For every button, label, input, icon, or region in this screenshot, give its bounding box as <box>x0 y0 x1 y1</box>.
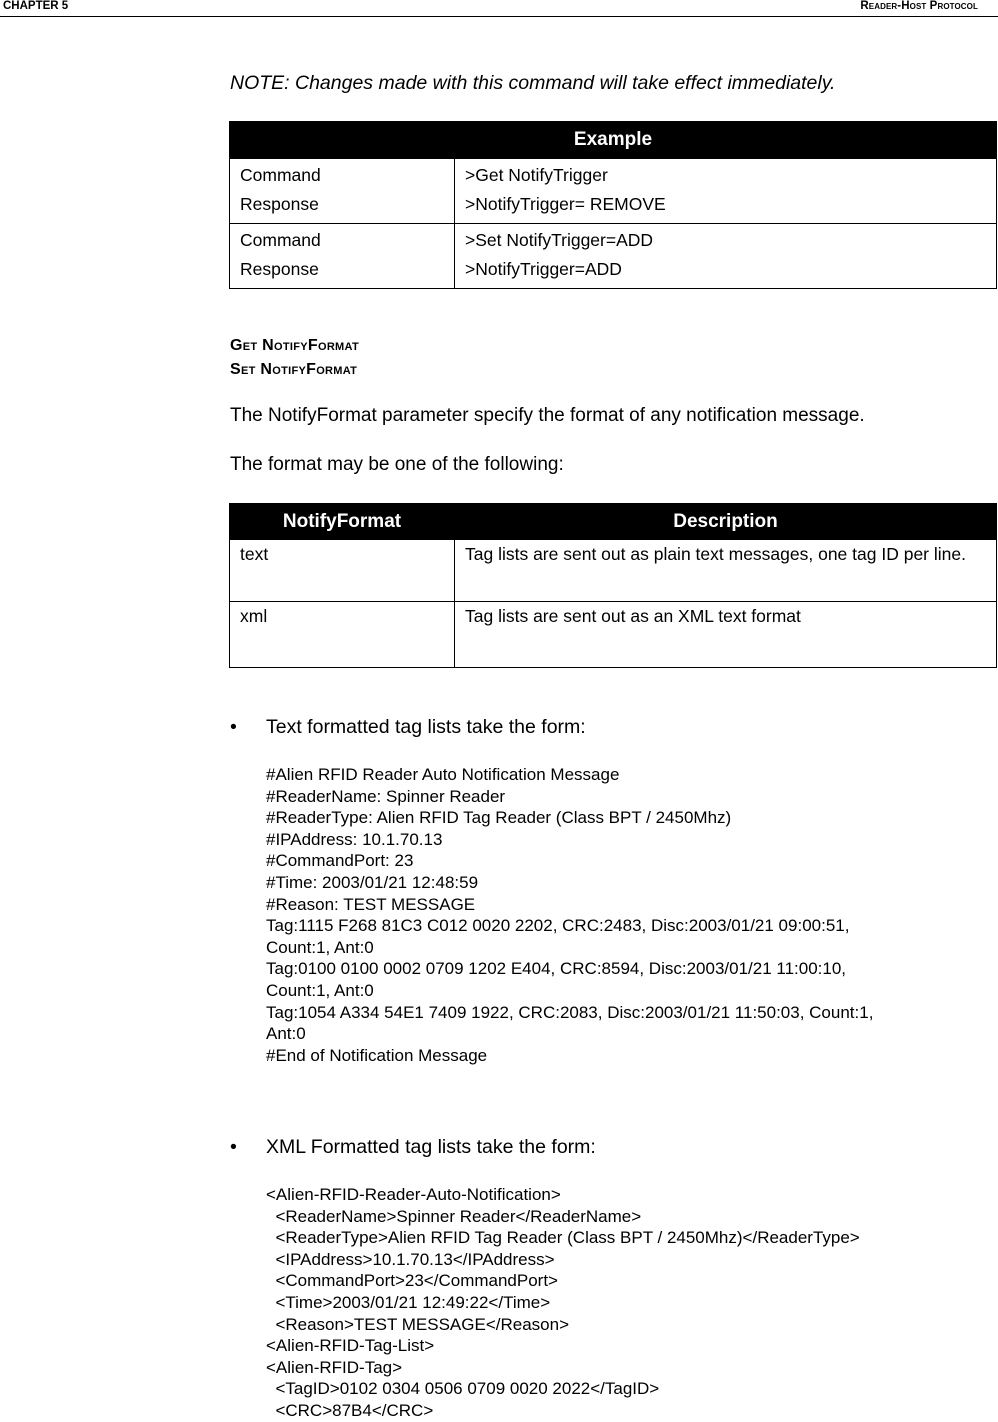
row-label: Command <box>240 230 321 250</box>
paragraph-description: The NotifyFormat parameter specify the format of any notification message. <box>230 405 865 426</box>
code-line: #ReaderType: Alien RFID Tag Reader (Class BPT / 2450Mhz) <box>266 808 732 828</box>
row-label: Command <box>240 165 321 185</box>
note-text: NOTE: Changes made with this command will take effect immediately. <box>230 72 836 94</box>
notifyformat-table <box>229 503 997 668</box>
code-line: <CommandPort>23</CommandPort> <box>266 1271 558 1291</box>
bullet-label: Text formatted tag lists take the form: <box>266 716 586 738</box>
description-cell: Tag lists are sent out as plain text messages, one tag ID per line. <box>455 540 997 602</box>
code-line: Tag:1054 A334 54E1 7409 1922, CRC:2083, Disc:2003/01/21 11:50:03, Count:1, <box>266 1002 874 1022</box>
section-label: Reader-Host Protocol <box>860 0 978 12</box>
code-line: #Alien RFID Reader Auto Notification Message <box>266 765 620 784</box>
code-line: #ReaderName: Spinner Reader <box>266 786 506 806</box>
row-value: >NotifyTrigger=ADD <box>465 259 622 279</box>
table-row <box>230 224 997 289</box>
code-line: Ant:0 <box>266 1024 306 1044</box>
column-header-description: Description <box>455 504 997 540</box>
format-cell: xml <box>230 602 455 668</box>
text-format-example <box>266 764 873 1066</box>
column-header-notifyformat: NotifyFormat <box>230 504 455 540</box>
code-line: <ReaderType>Alien RFID Tag Reader (Class BPT / 2450Mhz)</ReaderType> <box>266 1228 860 1248</box>
code-line: <Alien-RFID-Tag> <box>266 1357 403 1377</box>
code-line: #IPAddress: 10.1.70.13 <box>266 829 443 849</box>
format-cell: text <box>230 540 455 602</box>
chapter-label: CHAPTER 5 <box>3 0 69 12</box>
code-line: <Alien-RFID-Reader-Auto-Notification> <box>266 1185 561 1204</box>
paragraph-intro: The format may be one of the following: <box>230 454 564 475</box>
heading-set-notifyformat: Set NotifyFormat <box>230 361 358 378</box>
row-value: >NotifyTrigger= REMOVE <box>465 194 666 214</box>
code-line: <Alien-RFID-Tag-List> <box>266 1336 435 1356</box>
code-line: Count:1, Ant:0 <box>266 937 374 957</box>
xml-format-example <box>266 1184 860 1422</box>
page-header <box>0 0 998 17</box>
table-row <box>230 602 997 668</box>
example-table <box>229 121 997 289</box>
code-line: #Time: 2003/01/21 12:48:59 <box>266 872 479 892</box>
table-row <box>230 159 997 224</box>
bullet-icon: • <box>230 1136 237 1158</box>
code-line: <TagID>0102 0304 0506 0709 0020 2022</TagID> <box>266 1379 660 1399</box>
example-table-title: Example <box>230 122 997 159</box>
code-line: Tag:1115 F268 81C3 C012 0020 2202, CRC:2483, Disc:2003/01/21 09:00:51, <box>266 916 850 936</box>
code-line: Count:1, Ant:0 <box>266 980 374 1000</box>
row-value: >Get NotifyTrigger <box>465 165 608 185</box>
code-line: <IPAddress>10.1.70.13</IPAddress> <box>266 1249 555 1269</box>
bullet-label: XML Formatted tag lists take the form: <box>266 1136 596 1158</box>
row-value: >Set NotifyTrigger=ADD <box>465 230 654 250</box>
row-label: Response <box>240 259 319 279</box>
code-line: <ReaderName>Spinner Reader</ReaderName> <box>266 1206 642 1226</box>
heading-get-notifyformat: Get NotifyFormat <box>230 337 359 354</box>
code-line: <CRC>87B4</CRC> <box>266 1400 434 1420</box>
table-row <box>230 540 997 602</box>
code-line: #End of Notification Message <box>266 1045 488 1065</box>
bullet-icon: • <box>230 716 237 738</box>
code-line: #CommandPort: 23 <box>266 851 414 871</box>
row-label: Response <box>240 194 319 214</box>
code-line: <Time>2003/01/21 12:49:22</Time> <box>266 1292 551 1312</box>
code-line: Tag:0100 0100 0002 0709 1202 E404, CRC:8594, Disc:2003/01/21 11:00:10, <box>266 959 847 979</box>
code-line: #Reason: TEST MESSAGE <box>266 894 476 914</box>
description-cell: Tag lists are sent out as an XML text format <box>455 602 997 668</box>
code-line: <Reason>TEST MESSAGE</Reason> <box>266 1314 570 1334</box>
